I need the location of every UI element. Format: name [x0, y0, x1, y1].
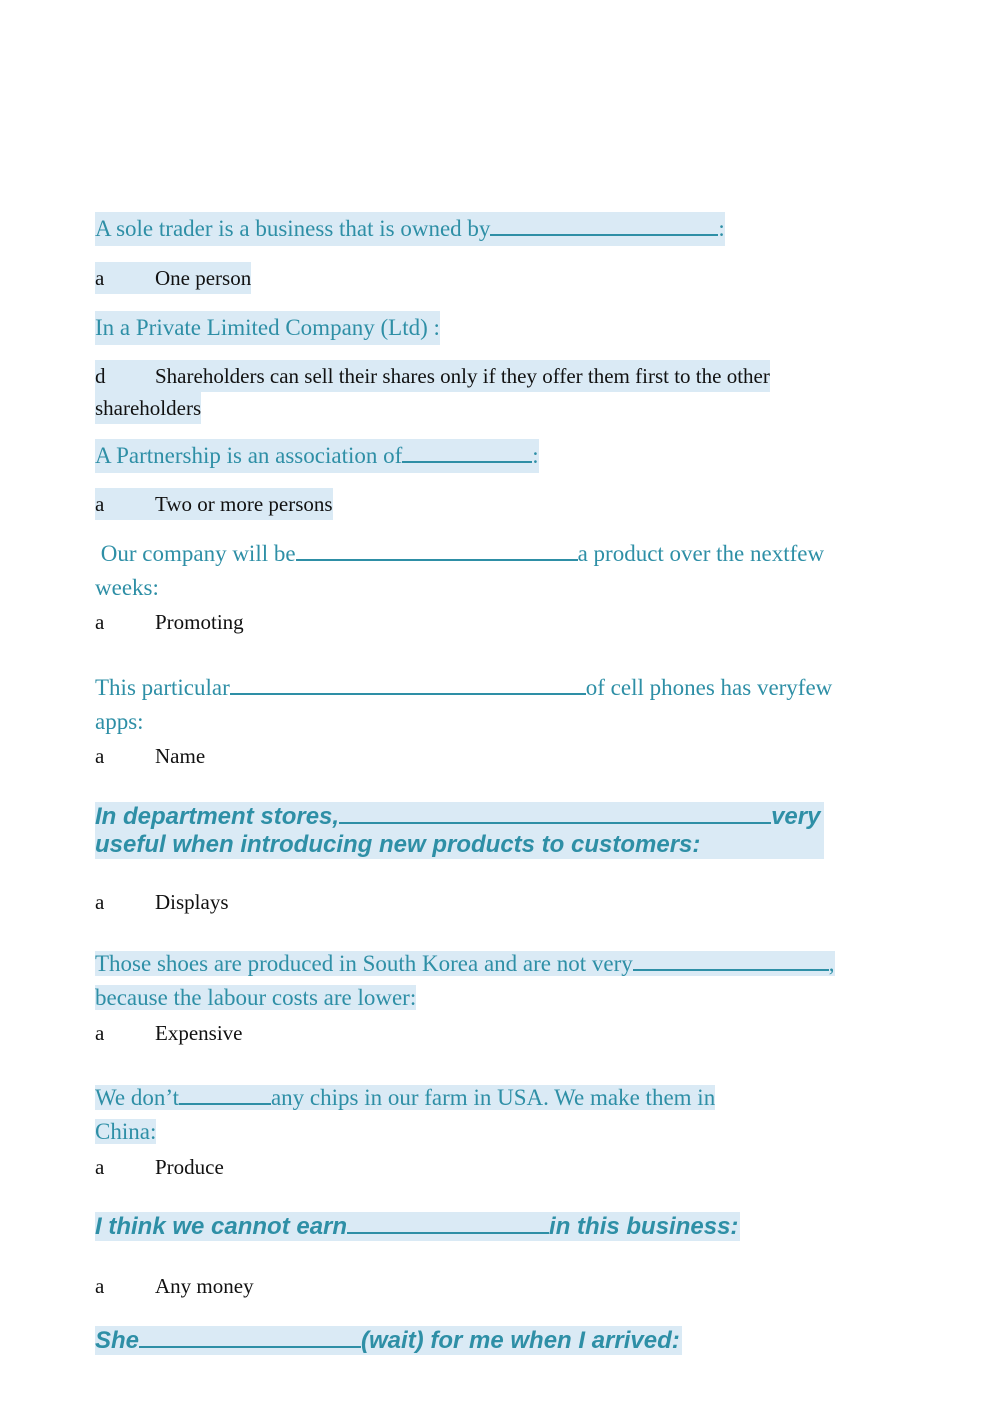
question-2 [95, 311, 440, 345]
answer-letter: a [95, 1274, 105, 1298]
answer-letter: a [95, 890, 105, 914]
answer-text: Promoting [155, 610, 244, 634]
answer-text: Displays [155, 890, 229, 914]
answer-1 [95, 262, 251, 294]
question-7-text: Those shoes are produced in South Korea and are not very [95, 951, 633, 976]
answer-7 [95, 1017, 242, 1049]
answer-blank [633, 947, 829, 971]
question-9-text-cont: in this business: [549, 1213, 739, 1240]
answer-text-line-1: Shareholders can sell their shares only if they offer them first to the other [155, 364, 770, 388]
question-9 [95, 1212, 740, 1241]
question-6-text-cont: very [771, 803, 821, 830]
answer-blank [139, 1326, 361, 1348]
answer-blank [402, 439, 532, 463]
answer-blank [347, 1212, 549, 1234]
answer-text: Any money [155, 1274, 254, 1298]
question-2-text: In a Private Limited Company (Ltd) : [95, 315, 440, 340]
answer-blank [230, 671, 586, 695]
question-1-text: A sole trader is a business that is owned by [95, 216, 491, 241]
question-1 [95, 212, 725, 246]
question-7-end: , [828, 951, 835, 976]
question-6 [95, 802, 824, 859]
answer-blank [339, 802, 771, 824]
question-8 [95, 1081, 715, 1149]
answer-letter: a [95, 266, 105, 290]
answer-letter: a [95, 744, 105, 768]
question-1-end: : [718, 216, 725, 241]
answer-8 [95, 1151, 224, 1183]
answer-letter: a [95, 1021, 105, 1045]
answer-text-line-2: shareholders [95, 396, 202, 420]
answer-letter: a [95, 492, 105, 516]
answer-text: One person [155, 266, 252, 290]
question-9-text: I think we cannot earn [95, 1213, 348, 1240]
answer-text: Expensive [155, 1021, 243, 1045]
answer-text: Name [155, 744, 206, 768]
answer-3 [95, 488, 333, 520]
question-10 [95, 1326, 682, 1355]
answer-letter: a [95, 1155, 105, 1179]
answer-4 [95, 606, 244, 638]
question-5-text-cont: of cell phones has veryfew [585, 675, 833, 700]
question-8-text-cont: any chips in our farm in USA. We make them in [270, 1085, 716, 1110]
question-10-text: She [95, 1327, 140, 1354]
answer-letter: a [95, 610, 105, 634]
answer-letter: d [95, 364, 106, 388]
question-8-text: We don’t [95, 1085, 179, 1110]
answer-text: Produce [155, 1155, 224, 1179]
question-4-text-cont: a product over the nextfew [577, 541, 825, 566]
answer-blank [296, 537, 578, 561]
answer-blank [179, 1081, 271, 1105]
answer-2 [95, 360, 770, 424]
question-6-text-line-2: useful when introducing new products to customers: [95, 831, 701, 858]
question-5-text-line-2: apps: [95, 709, 144, 734]
question-10-text-cont: (wait) for me when I arrived: [361, 1327, 680, 1354]
answer-9 [95, 1270, 254, 1302]
question-8-text-line-2: China: [95, 1119, 157, 1144]
question-7-text-line-2: because the labour costs are lower: [95, 985, 417, 1010]
question-7 [95, 947, 835, 1015]
question-6-text: In department stores, [95, 803, 340, 830]
answer-text: Two or more persons [155, 492, 333, 516]
question-3-text: A Partnership is an association of [95, 443, 403, 468]
question-3-end: : [532, 443, 539, 468]
question-5 [95, 671, 832, 739]
answer-blank [490, 212, 718, 236]
question-4-text-line-2: weeks: [95, 575, 159, 600]
question-5-text: This particular [95, 675, 230, 700]
question-4-text: Our company will be [95, 541, 296, 566]
question-3 [95, 439, 539, 473]
answer-6 [95, 886, 229, 918]
question-4 [95, 537, 824, 605]
answer-5 [95, 740, 205, 772]
